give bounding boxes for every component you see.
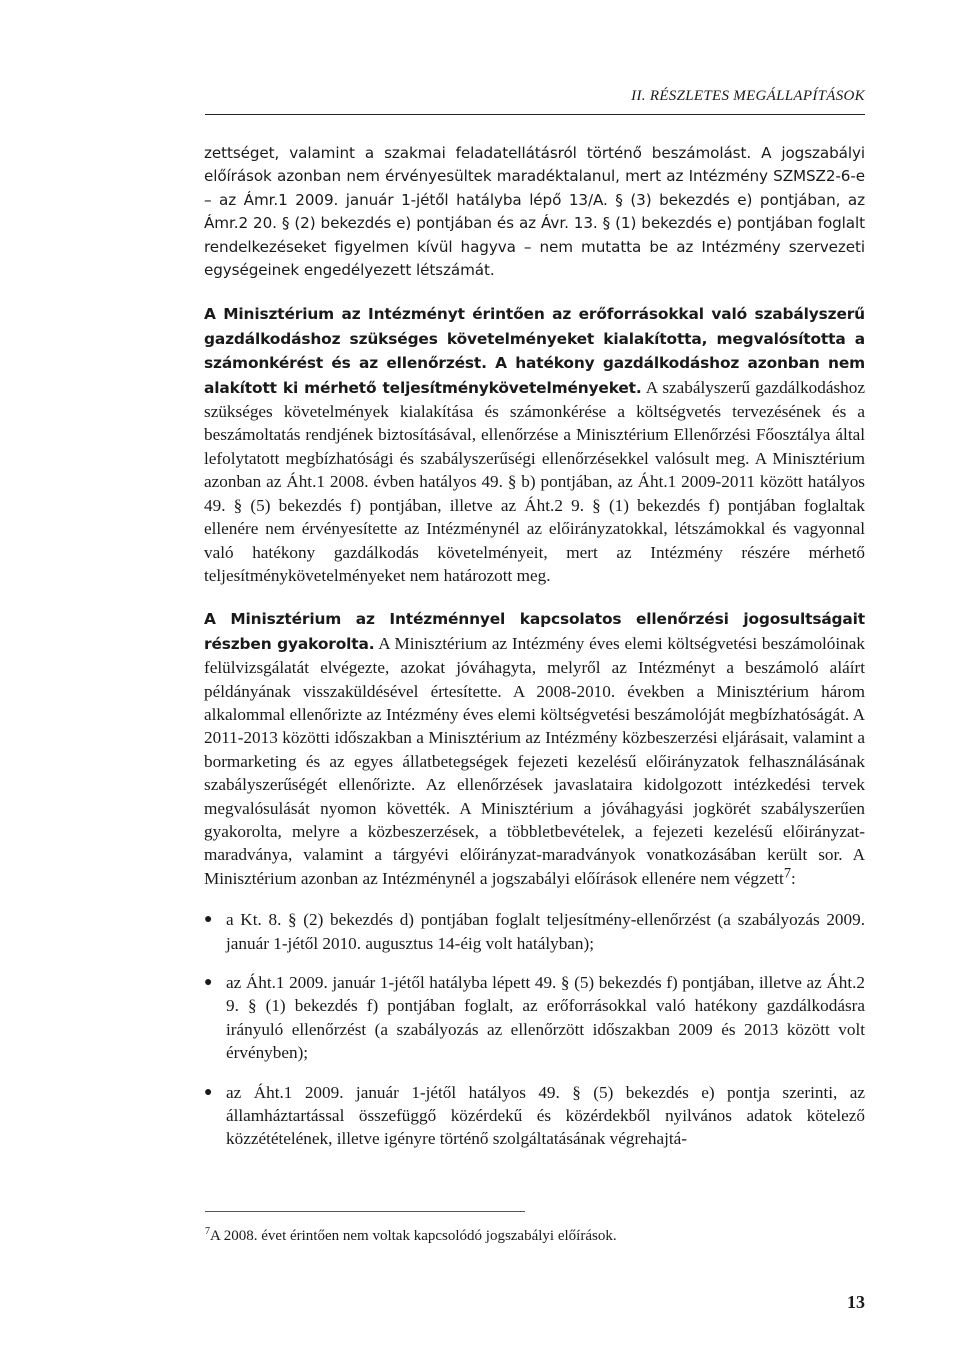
footnote-marker: 7 [205, 1226, 210, 1237]
bullet-icon: ● [204, 1084, 213, 1100]
list-item-text: az Áht.1 2009. január 1-jétől hatályos 49. § (5) bekezdés e) pontja szerinti, az államháztartással összefüggő közérdekű és közérdekből nyilvános adatok kötelező közzétételének, illetve igényre történő szolgáltatásának végrehajtá- [226, 1082, 865, 1149]
header-rule [205, 114, 865, 115]
page-number: 13 [847, 1292, 865, 1312]
footnote [205, 1228, 845, 1245]
footnote-rule [205, 1211, 525, 1212]
running-header: II. RÉSZLETES MEGÁLLAPÍTÁSOK [631, 88, 865, 104]
list-item [204, 1081, 865, 1151]
list-item [204, 908, 865, 955]
list-item [204, 971, 865, 1065]
paragraph-3-finding: A Minisztérium az Intézménnyel kapcsolatos ellenőrzési jogosultságait részben gyakorolta. [204, 610, 865, 653]
bullet-list [204, 908, 865, 1151]
list-item-text: az Áht.1 2009. január 1-jétől hatályba lépett 49. § (5) bekezdés f) pontjában, illetve az Áht.2 9. § (1) bekezdés f) pontjában foglalt, az erőforrásokkal való hatékony gazdálkodásra irányuló ellenőrzést (a szabályozás az ellenőrzött időszakban 2009 és 2013 között volt érvényben); [226, 973, 865, 1063]
bullet-icon: ● [204, 912, 213, 928]
paragraph-2-text: A szabályszerű gazdálkodáshoz szükséges követelmények kialakítása és számonkérése a költségvetés tervezésének és a beszámoltatás rendjének biztosításával, ellenőrzése a Minisztérium Ellenőrzési Főosztálya által lefolytatott megbízhatósági és szabályszerűségi ellenőrzésekkel valósult meg. A Minisztérium azonban az Áht.1 2008. évben hatályos 49. § b) pontjában, az Áht.1 2009-2011 között hatályos 49. § (5) bekezdés f) pontjában, illetve az Áht.2 9. § (1) bekezdés f) pontjában foglaltak ellenére nem érvényesítette az Intézménynél az előirányzatokkal, létszámokkal és vagyonnal való hatékony gazdálkodás követelményeit, mert az Intézmény részére mérhető teljesítménykövetelményeket nem határozott meg. [204, 377, 865, 585]
bullet-icon: ● [204, 975, 213, 990]
paragraph-1: zettséget, valamint a szakmai feladatellátásról történő beszámolást. A jogszabályi előírások azonban nem érvényesültek maradéktalanul, mert az Intézmény SZMSZ2-6-e – az Ámr.1 2009. január 1-jétől hatályba lépő 13/A. § (3) bekezdés e) pontjában, az Ámr.2 20. § (2) bekezdés e) pontjában és az Ávr. 13. § (1) bekezdés e) pontjában foglalt rendelkezéseket figyelmen kívül hagyva – nem mutatta be az Intézmény szervezeti egységeinek engedélyezett létszámát. [204, 144, 865, 280]
paragraph-2-finding: A Minisztérium az Intézményt érintően az erőforrásokkal való szabályszerű gazdálkodáshoz szükséges követelményeket kialakította, megvalósította a számonkérést és az ellenőrzést. A hatékony gazdálkodáshoz azonban nem alakított ki mérhető teljesítménykövetelményeket. [204, 305, 865, 397]
paragraph-2 [204, 302, 865, 587]
paragraph-3 [204, 607, 865, 890]
paragraph-3-suffix: : [791, 868, 796, 888]
body-text [204, 142, 865, 1167]
footnote-text: A 2008. évet érintően nem voltak kapcsolódó jogszabályi előírások. [210, 1228, 617, 1244]
paragraph-3-text: A Minisztérium az Intézmény éves elemi költségvetési beszámolóinak felülvizsgálatát elvégezte, azokat jóváhagyta, melyről az Intézményt a beszámoló aláírt példányának visszaküldésével értesítette. A 2008-2010. években a Minisztérium három alkalommal ellenőrizte az Intézmény éves elemi költségvetési beszámolóját megbízhatóságát. A 2011-2013 közötti időszakban a Minisztérium az Intézmény közbeszerzési eljárásait, valamint a bormarketing és az egyes állatbetegségek fejezeti kezelésű előirányzatok felhasználásának szabályszerűségét ellenőrizte. Az ellenőrzések javaslataira kidolgozott intézkedési tervek megvalósulását nyomon követték. A Minisztérium a jóváhagyási jogkörét szabályszerűen gyakorolta, melyre a közbeszerzések, a többletbevételek, a fejezeti kezelésű előirányzat-maradványa, valamint a tárgyévi előirányzat-maradványok vonatkozásában került sor. A Minisztérium azonban az Intézménynél a jogszabályi előírások ellenére nem végzett [204, 633, 865, 888]
list-item-text: a Kt. 8. § (2) bekezdés d) pontjában foglalt teljesítmény-ellenőrzést (a szabályozás 2009. január 1-jétől 2010. augusztus 14-éig volt hatályban); [226, 910, 865, 953]
footnote-ref: 7 [783, 865, 792, 882]
